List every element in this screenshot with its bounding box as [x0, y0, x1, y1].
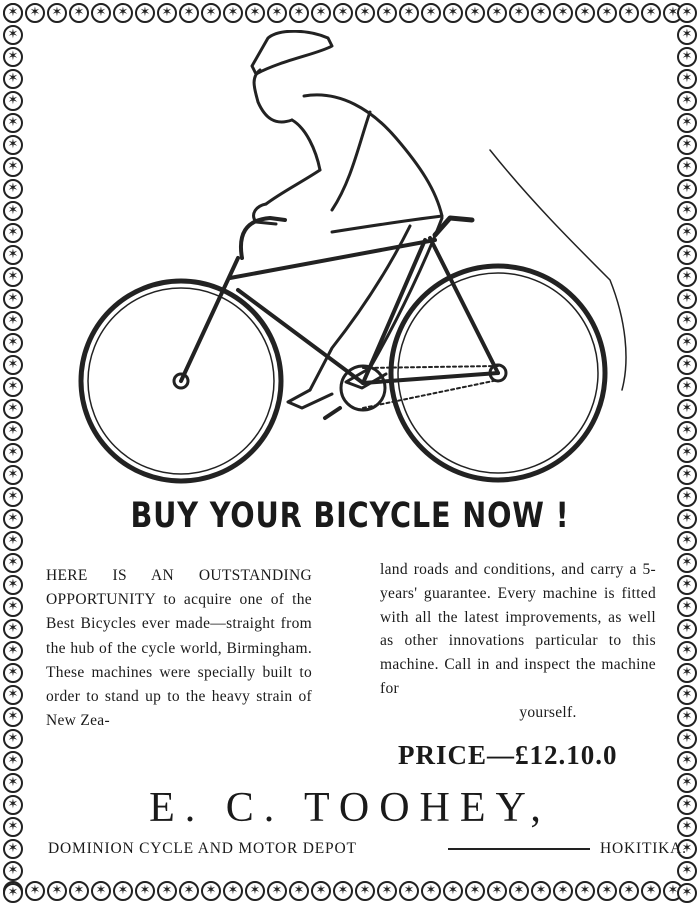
star-circle-icon [267, 881, 287, 901]
star-circle-icon [3, 487, 23, 507]
star-circle-icon [201, 3, 221, 23]
body-text-right-column [380, 558, 656, 725]
star-circle-icon [3, 531, 23, 551]
star-circle-icon [3, 839, 23, 859]
star-circle-icon [223, 3, 243, 23]
star-circle-icon [677, 201, 697, 221]
star-circle-icon [3, 179, 23, 199]
star-circle-icon [333, 3, 353, 23]
star-circle-icon [677, 179, 697, 199]
star-circle-icon [677, 729, 697, 749]
dealer-name: E. C. TOOHEY, [149, 785, 551, 831]
star-circle-icon [135, 881, 155, 901]
star-circle-icon [179, 3, 199, 23]
star-circle-icon [289, 881, 309, 901]
star-circle-icon [47, 3, 67, 23]
star-circle-icon [3, 751, 23, 771]
star-circle-icon [3, 311, 23, 331]
star-circle-icon [3, 443, 23, 463]
star-circle-icon [69, 3, 89, 23]
star-circle-icon [3, 465, 23, 485]
star-circle-icon [487, 3, 507, 23]
star-circle-icon [179, 881, 199, 901]
star-circle-icon [677, 399, 697, 419]
star-circle-icon [677, 883, 697, 903]
bicycle-frame [181, 218, 498, 418]
border-top [0, 0, 700, 26]
address-rule [448, 848, 590, 850]
star-circle-icon [355, 881, 375, 901]
star-circle-icon [677, 25, 697, 45]
star-circle-icon [677, 377, 697, 397]
star-circle-icon [677, 861, 697, 881]
dealer-address [48, 840, 687, 864]
star-circle-icon [3, 883, 23, 903]
star-circle-icon [3, 157, 23, 177]
star-circle-icon [677, 443, 697, 463]
star-circle-icon [3, 135, 23, 155]
star-circle-icon [677, 245, 697, 265]
town-name: HOKITIKA. [600, 840, 687, 857]
star-circle-icon [3, 113, 23, 133]
star-circle-icon [531, 881, 551, 901]
star-circle-icon [677, 113, 697, 133]
star-circle-icon [3, 289, 23, 309]
star-circle-icon [677, 663, 697, 683]
star-circle-icon [3, 641, 23, 661]
star-circle-icon [677, 333, 697, 353]
star-circle-icon [575, 881, 595, 901]
star-circle-icon [677, 47, 697, 67]
star-circle-icon [677, 3, 697, 23]
star-circle-icon [3, 47, 23, 67]
star-circle-icon [113, 881, 133, 901]
body-text-left-column: HERE IS AN OUTSTANDING OPPORTUNITY to acquire one of the Best Bicycles ever made—straight from the hub of the cycle world, Birmingham. These machines were specially built to order to stand up to the heavy strain of New Zea- [46, 567, 312, 730]
star-circle-icon [509, 881, 529, 901]
star-circle-icon [465, 3, 485, 23]
star-circle-icon [399, 881, 419, 901]
cyclist-illustration [70, 30, 630, 490]
star-circle-icon [531, 3, 551, 23]
star-circle-icon [553, 3, 573, 23]
star-circle-icon [509, 3, 529, 23]
chain [363, 366, 498, 408]
price: PRICE—£12.10.0 [398, 740, 618, 770]
star-circle-icon [267, 3, 287, 23]
star-circle-icon [3, 245, 23, 265]
star-circle-icon [677, 157, 697, 177]
star-circle-icon [597, 3, 617, 23]
star-circle-icon [3, 729, 23, 749]
star-circle-icon [135, 3, 155, 23]
border-bottom [0, 878, 700, 904]
star-circle-icon [553, 881, 573, 901]
depot-name: DOMINION CYCLE AND MOTOR DEPOT [48, 840, 357, 857]
star-circle-icon [157, 881, 177, 901]
star-circle-icon [677, 553, 697, 573]
star-circle-icon [677, 465, 697, 485]
star-circle-icon [3, 509, 23, 529]
star-circle-icon [3, 355, 23, 375]
star-circle-icon [677, 575, 697, 595]
star-circle-icon [677, 355, 697, 375]
star-circle-icon [47, 881, 67, 901]
star-circle-icon [677, 311, 697, 331]
star-circle-icon [91, 3, 111, 23]
star-circle-icon [3, 91, 23, 111]
star-circle-icon [677, 751, 697, 771]
star-circle-icon [113, 3, 133, 23]
star-circle-icon [677, 487, 697, 507]
star-circle-icon [3, 3, 23, 23]
star-circle-icon [25, 3, 45, 23]
star-circle-icon [3, 377, 23, 397]
star-circle-icon [157, 3, 177, 23]
star-circle-icon [677, 531, 697, 551]
star-circle-icon [465, 881, 485, 901]
star-circle-icon [3, 399, 23, 419]
star-circle-icon [3, 663, 23, 683]
star-circle-icon [3, 223, 23, 243]
star-circle-icon [677, 421, 697, 441]
star-circle-icon [677, 597, 697, 617]
star-circle-icon [575, 3, 595, 23]
star-circle-icon [3, 421, 23, 441]
star-circle-icon [3, 553, 23, 573]
star-circle-icon [3, 861, 23, 881]
star-circle-icon [641, 881, 661, 901]
star-circle-icon [3, 201, 23, 221]
star-circle-icon [311, 3, 331, 23]
star-circle-icon [91, 881, 111, 901]
star-circle-icon [677, 135, 697, 155]
star-circle-icon [677, 707, 697, 727]
star-circle-icon [3, 707, 23, 727]
star-circle-icon [3, 267, 23, 287]
star-circle-icon [3, 333, 23, 353]
star-circle-icon [677, 91, 697, 111]
border-right [674, 0, 700, 904]
body-text-right: land roads and conditions, and carry a 5-years' guarantee. Every machine is fitted with all the latest improvements, as well as other innovations particular to this machine. Call in and inspect the machine for [380, 561, 656, 697]
star-circle-icon [3, 25, 23, 45]
star-circle-icon [377, 881, 397, 901]
star-circle-icon [3, 619, 23, 639]
body-text-right-end: yourself. [519, 703, 577, 721]
star-circle-icon [201, 881, 221, 901]
star-circle-icon [399, 3, 419, 23]
star-circle-icon [487, 881, 507, 901]
star-circle-icon [677, 619, 697, 639]
star-circle-icon [641, 3, 661, 23]
star-circle-icon [311, 881, 331, 901]
star-circle-icon [69, 881, 89, 901]
headline: BUY YOUR BICYCLE NOW ! [130, 496, 570, 536]
star-circle-icon [421, 3, 441, 23]
star-circle-icon [355, 3, 375, 23]
star-circle-icon [677, 685, 697, 705]
star-circle-icon [289, 3, 309, 23]
star-circle-icon [677, 289, 697, 309]
star-circle-icon [619, 881, 639, 901]
star-circle-icon [245, 3, 265, 23]
star-circle-icon [3, 69, 23, 89]
star-circle-icon [333, 881, 353, 901]
star-circle-icon [3, 597, 23, 617]
star-circle-icon [597, 881, 617, 901]
border-left [0, 0, 26, 904]
star-circle-icon [677, 641, 697, 661]
star-circle-icon [421, 881, 441, 901]
star-circle-icon [3, 575, 23, 595]
star-circle-icon [443, 3, 463, 23]
star-circle-icon [677, 267, 697, 287]
star-circle-icon [677, 509, 697, 529]
star-circle-icon [377, 3, 397, 23]
star-circle-icon [677, 69, 697, 89]
star-circle-icon [443, 881, 463, 901]
star-circle-icon [619, 3, 639, 23]
star-circle-icon [677, 223, 697, 243]
star-circle-icon [245, 881, 265, 901]
star-circle-icon [3, 685, 23, 705]
star-circle-icon [223, 881, 243, 901]
star-circle-icon [25, 881, 45, 901]
